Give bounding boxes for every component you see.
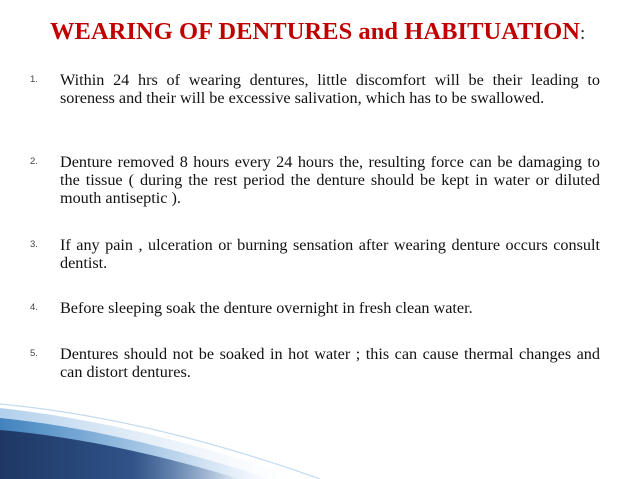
list-item-text: Within 24 hrs of wearing dentures, little discomfort will be their leading to soreness and their will be excessive salivation, which has to be swallowed. — [60, 71, 600, 107]
list-item-text: If any pain , ulceration or burning sensation after wearing denture occurs consult dentist. — [60, 236, 600, 272]
list-item-text: Denture removed 8 hours every 24 hours the, resulting force can be damaging to the tissue ( during the rest period the denture should be kept in water or diluted mouth antiseptic ). — [60, 153, 600, 207]
swoosh-dark-band — [0, 430, 240, 479]
slide-title — [50, 17, 585, 49]
swoosh-highlight-line — [0, 404, 320, 479]
slide-title-colon: : — [579, 23, 586, 44]
list-item-number: 4. — [30, 302, 38, 313]
slide-title-text: WEARING OF DENTURES and HABITUATION — [50, 18, 580, 45]
swoosh-light-band — [0, 408, 300, 479]
swoosh-mid-band — [0, 418, 270, 479]
list-item-number: 1. — [30, 74, 38, 85]
list-item-number: 2. — [30, 156, 38, 167]
list-item-number: 3. — [30, 239, 38, 250]
list-item-text: Dentures should not be soaked in hot water ; this can cause thermal changes and can distort dentures. — [60, 345, 600, 381]
list-item-number: 5. — [30, 348, 38, 359]
list-item-text: Before sleeping soak the denture overnight in fresh clean water. — [60, 299, 473, 317]
